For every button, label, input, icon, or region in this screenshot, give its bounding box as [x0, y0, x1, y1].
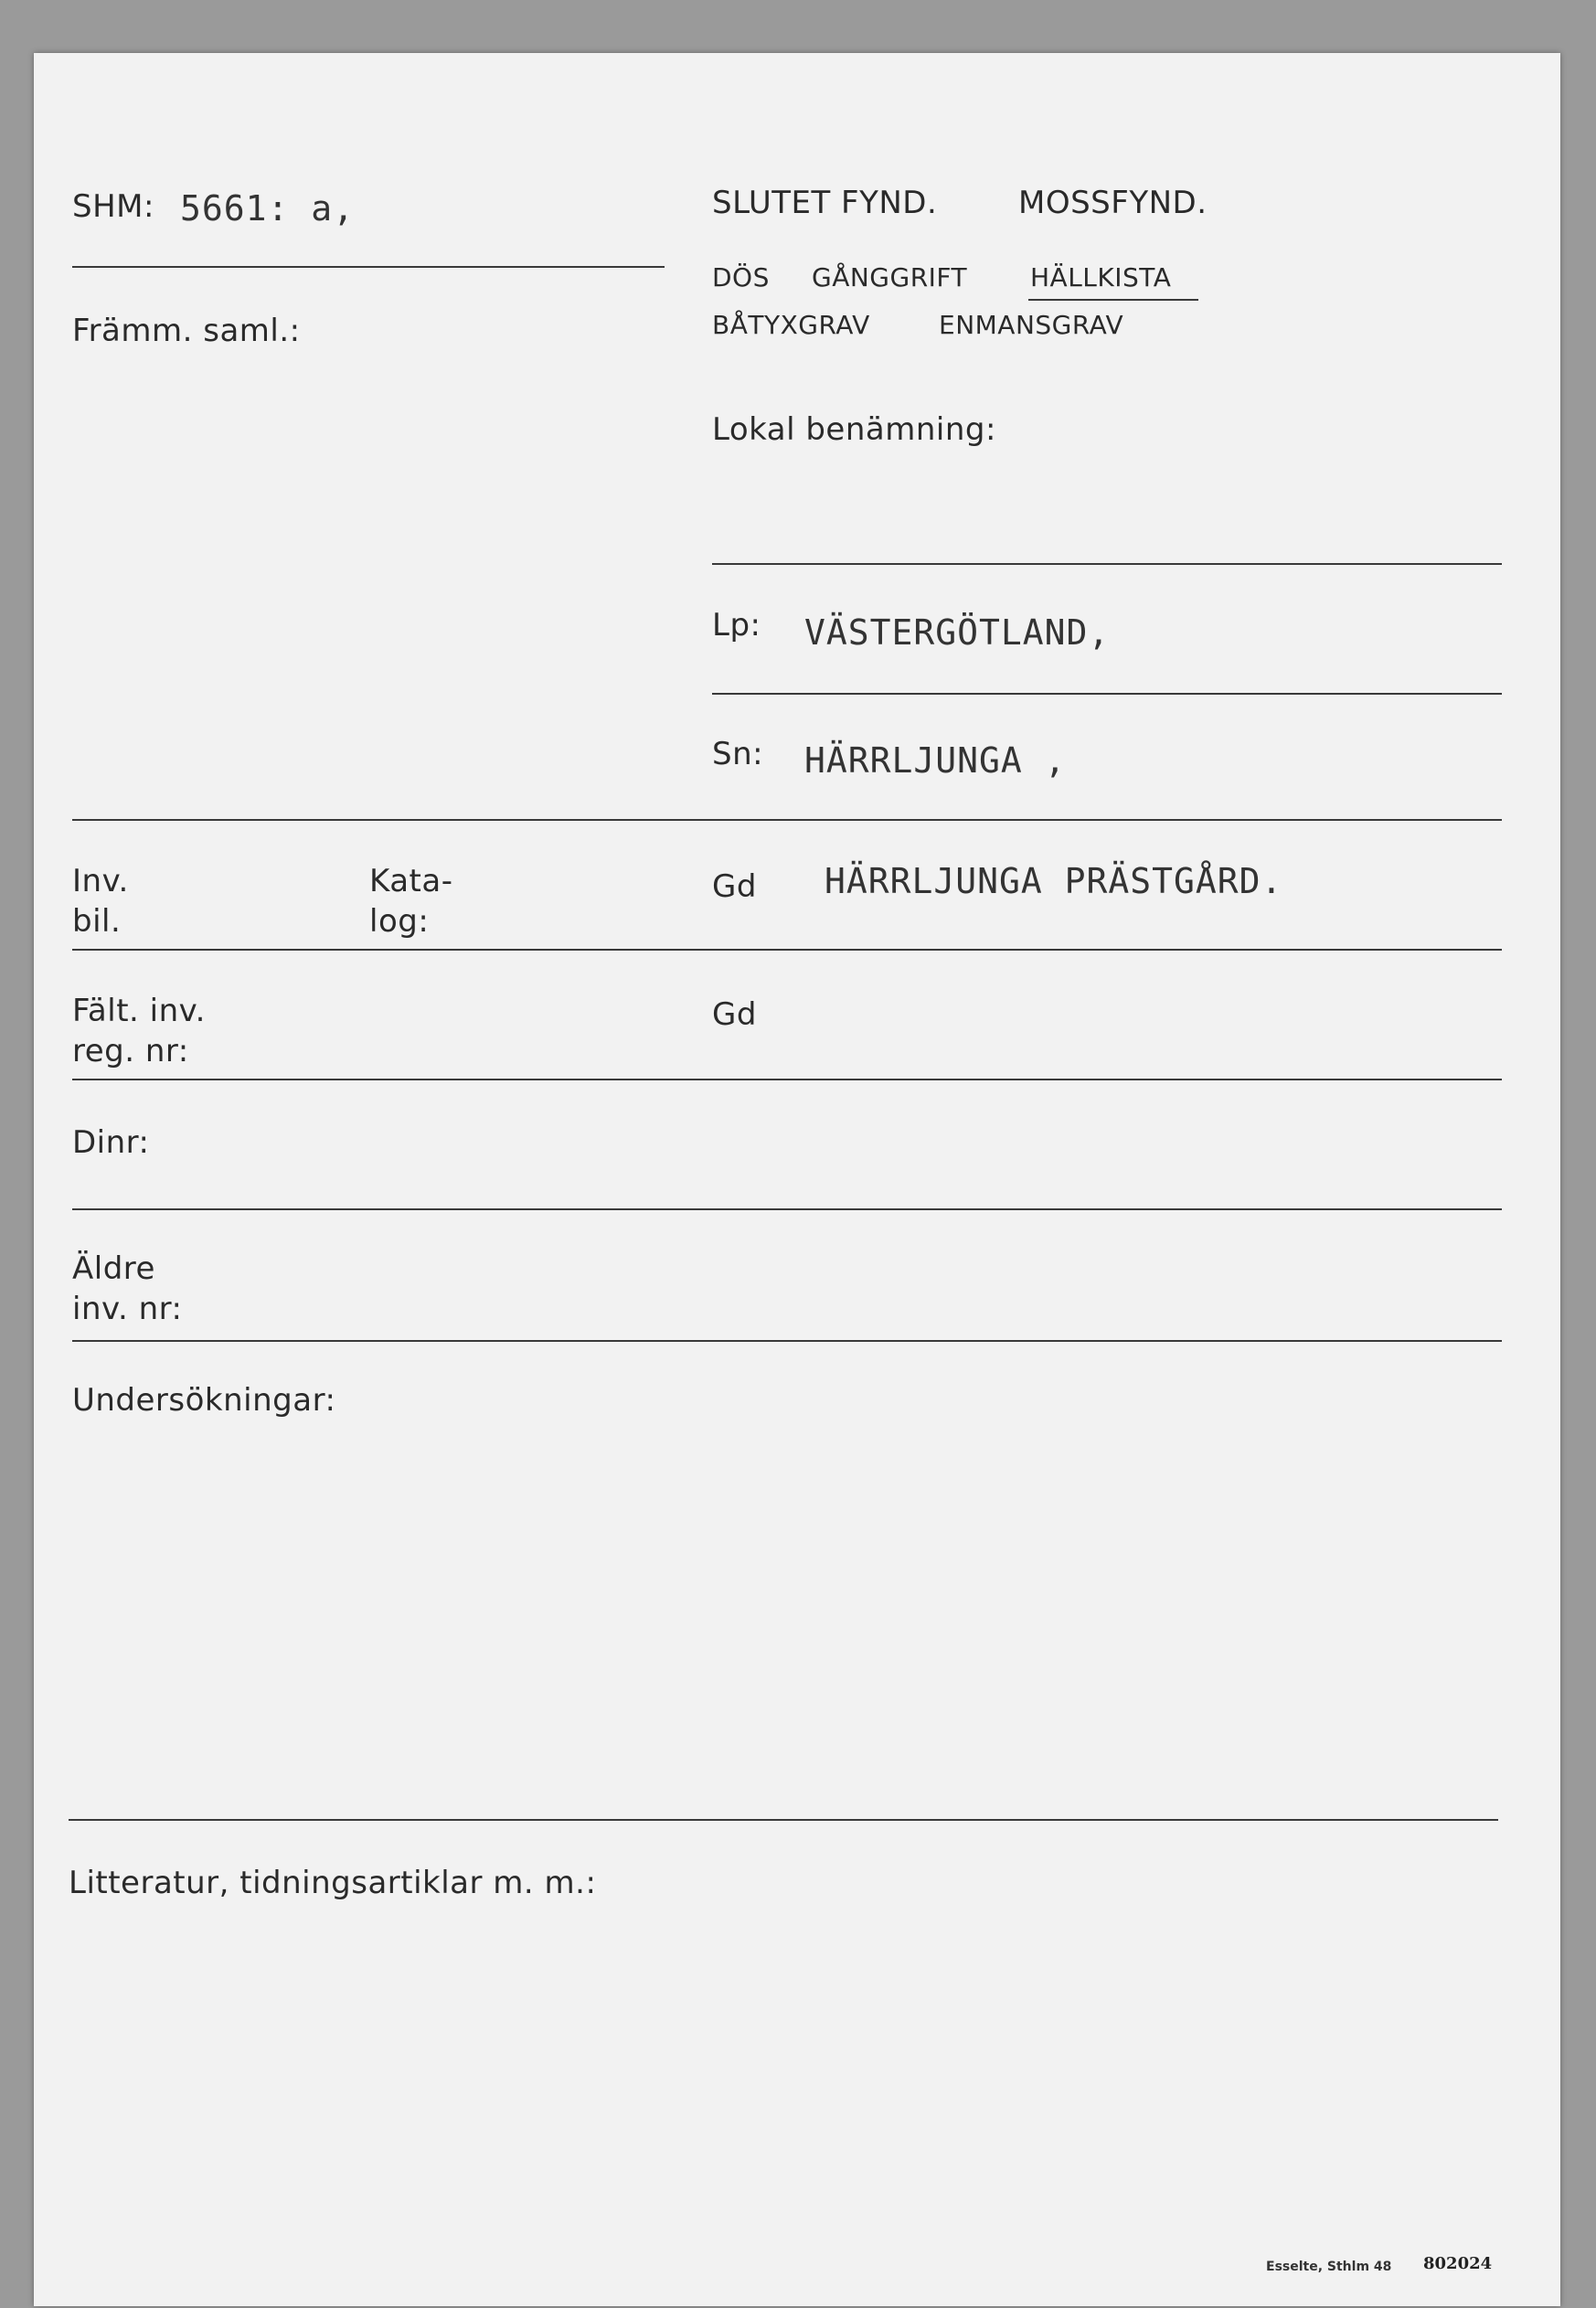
- gd-label-1: Gd: [712, 868, 757, 905]
- mossfynd-label: MOSSFYND.: [1018, 185, 1208, 221]
- divider: [72, 819, 1502, 821]
- lp-value: VÄSTERGÖTLAND,: [804, 612, 1111, 653]
- catalog-card: [34, 53, 1560, 2306]
- dinr-label: Dinr:: [72, 1124, 150, 1161]
- undersokningar-label: Undersökningar:: [72, 1382, 336, 1419]
- hallkista-label: HÄLLKISTA: [1030, 262, 1172, 292]
- aldre-inv-label: Äldre inv. nr:: [72, 1250, 183, 1327]
- hallkista-underline: [1028, 299, 1198, 301]
- shm-label: SHM:: [72, 188, 154, 225]
- gd-value-1: HÄRRLJUNGA PRÄSTGÅRD.: [825, 861, 1283, 901]
- ganggrift-label: GÅNGGRIFT: [812, 262, 968, 292]
- divider: [69, 1819, 1498, 1821]
- lp-label: Lp:: [712, 607, 761, 643]
- sn-value: HÄRRLJUNGA ,: [804, 740, 1067, 781]
- divider: [72, 266, 665, 268]
- katalog-label: Kata- log:: [369, 863, 453, 940]
- gd-label-2: Gd: [712, 996, 757, 1033]
- divider: [72, 1340, 1502, 1342]
- lokal-benamning-label: Lokal benämning:: [712, 411, 996, 448]
- batyxgrav-label: BÅTYXGRAV: [712, 310, 870, 340]
- litteratur-label: Litteratur, tidningsartiklar m. m.:: [69, 1865, 597, 1901]
- divider: [712, 693, 1502, 695]
- dos-label: DÖS: [712, 262, 770, 292]
- divider: [72, 949, 1502, 951]
- falt-inv-label: Fält. inv. reg. nr:: [72, 993, 206, 1069]
- slutet-fynd-label: SLUTET FYND.: [712, 185, 938, 221]
- sn-label: Sn:: [712, 736, 764, 772]
- printer-mark: Esselte, Sthlm 48: [1266, 2260, 1392, 2274]
- fromm-saml-label: Främm. saml.:: [72, 313, 301, 349]
- inv-bil-label: Inv. bil.: [72, 863, 129, 940]
- shm-value: 5661: a,: [180, 188, 356, 229]
- divider: [72, 1208, 1502, 1210]
- divider: [72, 1079, 1502, 1080]
- card-number: 802024: [1423, 2254, 1493, 2273]
- enmansgrav-label: ENMANSGRAV: [939, 310, 1124, 340]
- divider: [712, 563, 1502, 565]
